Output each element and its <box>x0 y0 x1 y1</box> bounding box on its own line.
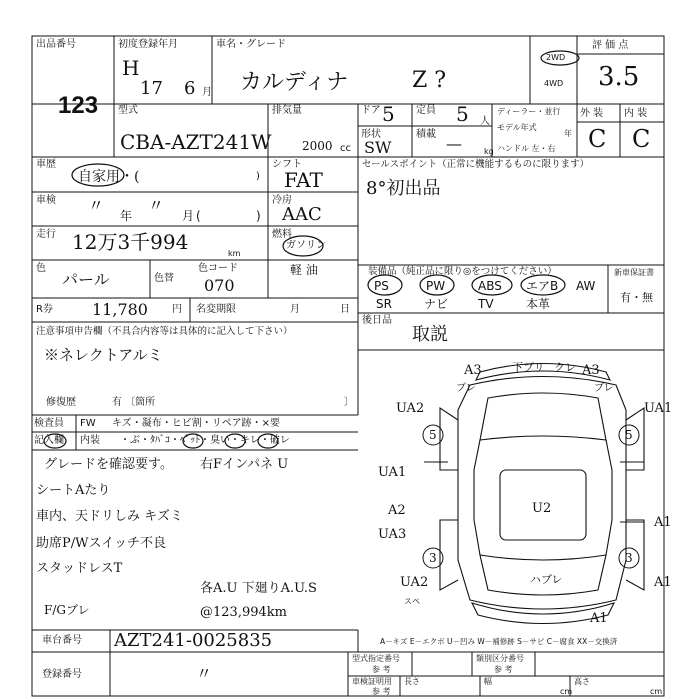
class-label: 類別区分番号 <box>476 654 524 663</box>
color: パール <box>62 270 110 289</box>
mark-5-right: 5 <box>625 428 633 442</box>
mark-a3-right: A3 <box>582 363 600 378</box>
month-unit: 月 <box>202 87 212 98</box>
interior-grade: C <box>632 125 651 153</box>
warranty-value: 有・無 <box>620 291 653 304</box>
history-paren-close: ) <box>256 171 260 182</box>
equip-ps: PS <box>374 279 389 293</box>
notes-label: 注意事項申告欄（不具合内容等は具体的に記入して下さい） <box>36 326 293 337</box>
history-value: 自家用・( <box>78 169 140 185</box>
exterior-label: 外 装 <box>580 108 604 119</box>
length-cm: cm <box>560 687 573 696</box>
inspector-items: キズ・凝布・ヒビ割・リペア跡・×要 <box>112 418 280 429</box>
fuel-gas: ガソリン <box>286 240 326 251</box>
mark-a1-side: A1 <box>654 515 672 530</box>
load-value: — <box>446 134 462 153</box>
mark-crack: クレ <box>554 361 576 374</box>
inspection-year: 〃 <box>88 196 105 215</box>
ac: AAC <box>282 204 322 225</box>
mark-a1-bottom: A1 <box>590 611 608 626</box>
interior-label: 内 装 <box>624 108 648 119</box>
chassis-label: 車台番号 <box>42 635 82 646</box>
recycle-yen: 円 <box>172 304 182 315</box>
mark-a2: A2 <box>388 503 406 518</box>
color-label: 色 <box>36 263 46 274</box>
mark-under: 下ブリ <box>512 361 545 374</box>
mark-ua1-side: UA1 <box>378 465 407 480</box>
inspection-month: 〃 <box>148 196 165 215</box>
mileage-label: 走行 <box>36 229 56 240</box>
first-reg-era: H <box>122 56 140 80</box>
mark-spare: スペ <box>404 597 420 606</box>
car-name: カルディナ <box>240 70 349 95</box>
lot-number: 123 <box>58 92 99 119</box>
mark-5-left: 5 <box>429 428 437 442</box>
year-unit: 年 <box>564 129 572 138</box>
ac-label: 冷房 <box>272 195 292 206</box>
sales-text: 8°初出品 <box>366 178 441 199</box>
displacement: 2000 <box>302 139 333 153</box>
entry-label: 記入欄 <box>34 435 64 446</box>
comment-2: 右Fインパネ U <box>200 457 289 472</box>
history-label: 車歴 <box>36 159 56 170</box>
grade: Z ? <box>412 68 447 93</box>
displacement-label: 排気量 <box>272 105 302 116</box>
class-ref: 参 考 <box>494 665 513 674</box>
mark-3-left: 3 <box>429 551 437 565</box>
cert-ref: 参 考 <box>372 687 391 696</box>
equip-pw: PW <box>426 279 446 293</box>
damage-legend: A－キズ E－エクボ U－凹み W－補修跡 S－サビ C－腐食 XX－交換済 <box>380 637 618 646</box>
model-label: 型式 <box>118 105 138 116</box>
shape-label: 形状 <box>361 129 381 140</box>
entry-items: ・ぶ・ﾀﾊﾞｺ・ﾍﾟｯﾄ・臭い・キレ・破レ <box>120 435 290 446</box>
equip-leather: 本革 <box>526 297 551 311</box>
lot-label: 出品番号 <box>36 39 76 50</box>
recycle-value: 11,780 <box>92 300 148 319</box>
inspection-label: 車検 <box>36 195 56 206</box>
mileage: 12万3千994 <box>72 230 189 254</box>
mark-ua2-bottom: UA2 <box>400 575 429 590</box>
inspector-fw: FW <box>80 418 96 429</box>
inspection-day-close: ) <box>256 209 261 223</box>
chassis-value: AZT241-0025835 <box>114 630 273 651</box>
score-label: 評 価 点 <box>592 40 629 51</box>
fuel-diesel: 軽 油 <box>290 263 318 277</box>
exterior-grade: C <box>588 125 607 153</box>
drive-4wd: 4WD <box>544 79 564 88</box>
fuel-label: 燃料 <box>272 229 292 240</box>
score: 3.5 <box>598 62 640 92</box>
mark-bure-right: ブレ <box>594 383 614 394</box>
color-code-label: 色コード <box>198 263 238 274</box>
manual-value: 取説 <box>412 324 448 345</box>
height-label: 高さ <box>574 677 590 686</box>
entry-interior: 内装 <box>80 435 100 446</box>
mark-ua2-top: UA2 <box>396 401 425 416</box>
inspection-month-unit: 月 <box>182 209 195 223</box>
mark-ua1-top: UA1 <box>644 401 673 416</box>
people-unit: 人 <box>480 116 490 127</box>
mark-a3-left: A3 <box>464 363 482 378</box>
type-spec-label: 型式指定番号 <box>352 654 400 663</box>
recycle-label: R券 <box>36 304 53 315</box>
registration-label: 登録番号 <box>42 669 82 680</box>
comment-3: シートAたり <box>36 483 111 498</box>
doors-label: ドア <box>361 105 381 116</box>
car-name-label: 車名・グレード <box>216 39 286 50</box>
deadline-day: 日 <box>340 304 350 315</box>
cc-unit: cc <box>340 143 351 154</box>
doors: 5 <box>382 102 395 126</box>
mark-a1-rear-right: A1 <box>654 575 672 590</box>
cert-label: 車検証明用 <box>352 677 392 686</box>
mark-habure: ハブレ <box>530 573 563 586</box>
shift: FAT <box>284 168 323 192</box>
type-spec-ref: 参 考 <box>372 665 391 674</box>
color-change-label: 色替 <box>154 273 174 284</box>
repair-label: 修復歴 <box>46 397 76 408</box>
mark-ua3: UA3 <box>378 527 407 542</box>
deadline-label: 名変期限 <box>196 304 236 315</box>
inspection-day: ( <box>196 209 201 223</box>
model: CBA-AZT241W <box>120 130 272 154</box>
height-cm: cm <box>650 687 663 696</box>
equip-navi: ナビ <box>424 297 449 311</box>
equip-aw: AW <box>576 279 596 293</box>
capacity-label: 定員 <box>416 105 436 116</box>
model-year-label: モデル年式 <box>497 123 537 132</box>
comment-9: F/Gブレ <box>44 603 90 617</box>
manual-label: 後日品 <box>362 315 392 326</box>
first-reg-label: 初度登録年月 <box>118 39 178 50</box>
km-unit: km <box>228 249 241 258</box>
inspection-year-unit: 年 <box>120 209 133 223</box>
notes-text: ※ネレクトアルミ <box>44 346 163 364</box>
sales-label: セールスポイント（正常に機能するものに限ります） <box>362 159 590 170</box>
equip-airbag: エアB <box>526 279 559 293</box>
first-reg-year: 17 <box>140 78 163 99</box>
mark-bure-left: ブレ <box>456 383 476 394</box>
shift-label: シフト <box>272 159 302 170</box>
repair-close: 〕 <box>344 397 354 408</box>
comment-1: グレードを確認要す。 <box>44 457 173 472</box>
dealer-label: ディーラー・並行 <box>497 107 561 116</box>
deadline-month: 月 <box>290 304 300 315</box>
inspector-label: 検査員 <box>34 418 64 429</box>
comment-8: @123,994km <box>200 605 287 620</box>
length-label: 長さ <box>404 677 420 686</box>
width-label: 幅 <box>484 677 492 686</box>
shape: SW <box>364 138 392 157</box>
comment-7: 各A.U 下廻りA.U.S <box>200 581 317 596</box>
handle-label: ハンドル 左・右 <box>497 144 556 153</box>
mark-u2: U2 <box>532 501 552 516</box>
capacity: 5 <box>456 102 469 126</box>
warranty-label: 新車保証書 <box>614 268 654 277</box>
mark-3-right: 3 <box>625 551 633 565</box>
first-reg-month: 6 <box>184 78 196 99</box>
equip-sr: SR <box>376 297 392 311</box>
equipment-label: 装備品（純正品に限り◎をつけてください） <box>368 266 557 277</box>
repair-value: 有 〔箇所 <box>112 397 156 408</box>
equip-abs: ABS <box>478 279 502 293</box>
comment-5: 助席P/Wスイッチ不良 <box>36 536 166 551</box>
kg-unit: kg <box>484 147 494 156</box>
load-label: 積載 <box>416 129 436 140</box>
equip-tv: TV <box>478 297 494 311</box>
comment-4: 車内、天ドリしみ キズミ <box>36 509 183 524</box>
drive-2wd: 2WD <box>546 53 566 62</box>
registration-value: 〃 <box>196 664 213 683</box>
comment-6: スタッドレスT <box>36 561 123 576</box>
color-code: 070 <box>204 276 235 295</box>
